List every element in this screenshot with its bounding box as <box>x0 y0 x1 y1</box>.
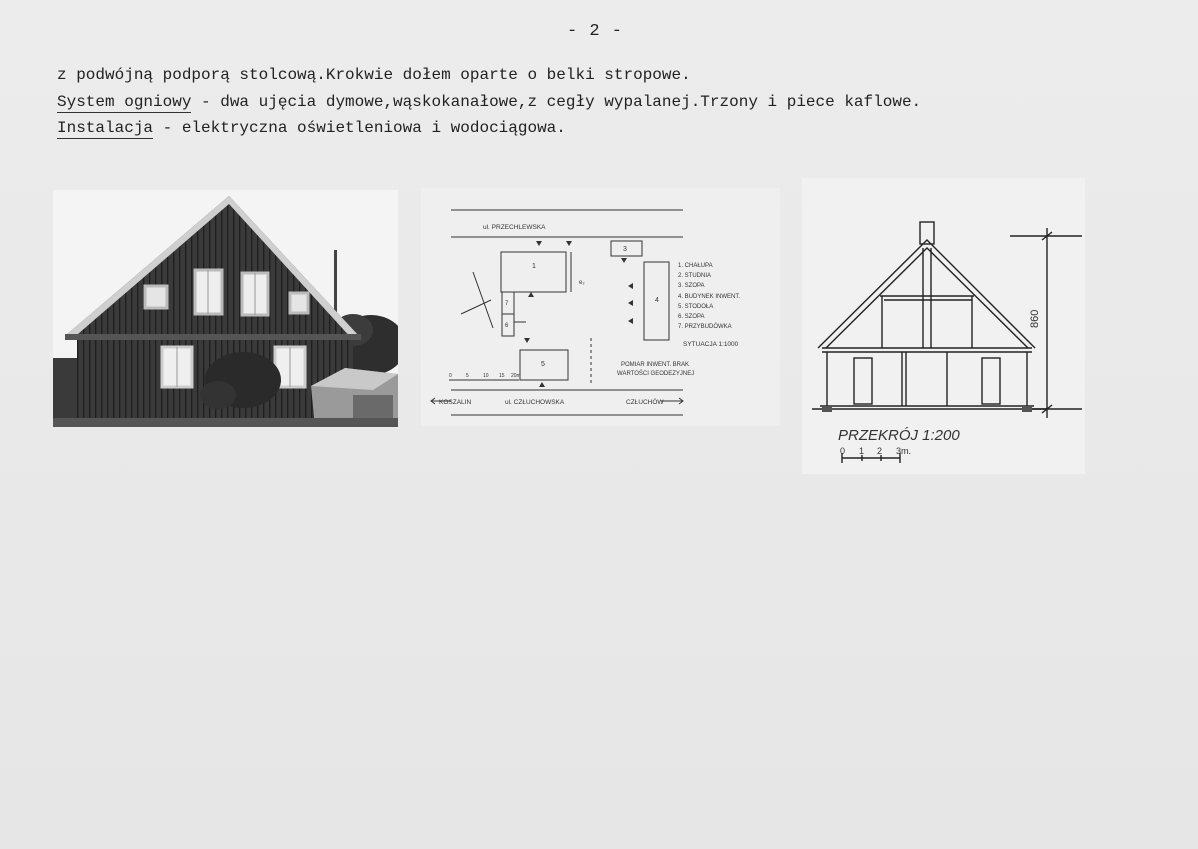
building-5-number: 5 <box>541 361 545 368</box>
plan-scale-label: SYTUACJA 1:1000 <box>683 341 739 348</box>
section-scale-tick-2: 2 <box>877 446 883 456</box>
text-line-3-body: - elektryczna oświetleniowa i wodociągowa. <box>153 119 566 137</box>
heading-system-ogniowy: System ogniowy <box>57 93 192 111</box>
text-line-1: z podwójną podporą stolcową.Krokwie dołem oparte o belki stropowe. <box>57 66 691 84</box>
plan-scale-tick-10: 10 <box>483 373 489 379</box>
site-plan <box>421 188 780 426</box>
street-top-label: ul. PRZECHLEWSKA <box>483 224 546 231</box>
building-1-number: 1 <box>532 263 536 270</box>
building-7-number: 7 <box>505 301 509 307</box>
plan-scale-tick-0: 0 <box>449 373 452 379</box>
building-1 <box>501 252 566 292</box>
direction-right-label: CZŁUCHÓW <box>626 399 664 406</box>
direction-left-label: KOSZALIN <box>439 399 472 406</box>
legend-item-7: 7. PRZYBUDÓWKA <box>678 324 732 330</box>
height-dimension-label: 860 <box>1029 309 1041 328</box>
cross-section <box>802 178 1085 474</box>
page-number: - 2 - <box>567 22 624 41</box>
house-photo-image <box>53 190 398 427</box>
text-line-3 <box>57 119 566 137</box>
building-3-number: 3 <box>623 246 627 253</box>
cross-section-title: PRZEKRÓJ 1:200 <box>838 427 960 444</box>
building-4-number: 4 <box>655 297 659 304</box>
legend-item-2: 2. STUDNIA <box>678 273 712 279</box>
plan-note-line-2: WARTOŚCI GEODEZYJNEJ <box>617 371 695 377</box>
legend-item-1: 1. CHAŁUPA <box>678 263 713 269</box>
text-line-2 <box>57 93 921 111</box>
text-line-2-body: - dwa ujęcia dymowe,wąskokanałowe,z cegły wypalanej.Trzony i piece kaflowe. <box>191 93 922 111</box>
section-scale-tick-3: 3m. <box>896 446 912 456</box>
cross-section-drawing <box>802 178 1085 474</box>
legend-item-3: 3. SZOPA <box>678 283 705 289</box>
legend-item-6: 6. SZOPA <box>678 314 705 320</box>
street-bottom-label: ul. CZŁUCHOWSKA <box>505 399 565 406</box>
section-scale-tick-0: 0 <box>840 446 846 456</box>
north-symbol: e₂ <box>579 280 585 286</box>
site-plan-drawing <box>421 188 780 426</box>
plan-note-line-1: POMIAR INWENT. BRAK <box>621 362 690 368</box>
plan-scale-tick-5: 5 <box>466 373 469 379</box>
plan-scale-tick-20: 20m <box>511 373 521 379</box>
heading-instalacja: Instalacja <box>57 119 154 137</box>
building-6-number: 6 <box>505 323 509 329</box>
plan-scale-tick-15: 15 <box>499 373 505 379</box>
legend-item-4: 4. BUDYNEK INWENT. <box>678 294 741 300</box>
legend-item-5: 5. STODOŁA <box>678 304 714 310</box>
house-photograph <box>53 190 398 427</box>
section-scale-tick-1: 1 <box>859 446 865 456</box>
